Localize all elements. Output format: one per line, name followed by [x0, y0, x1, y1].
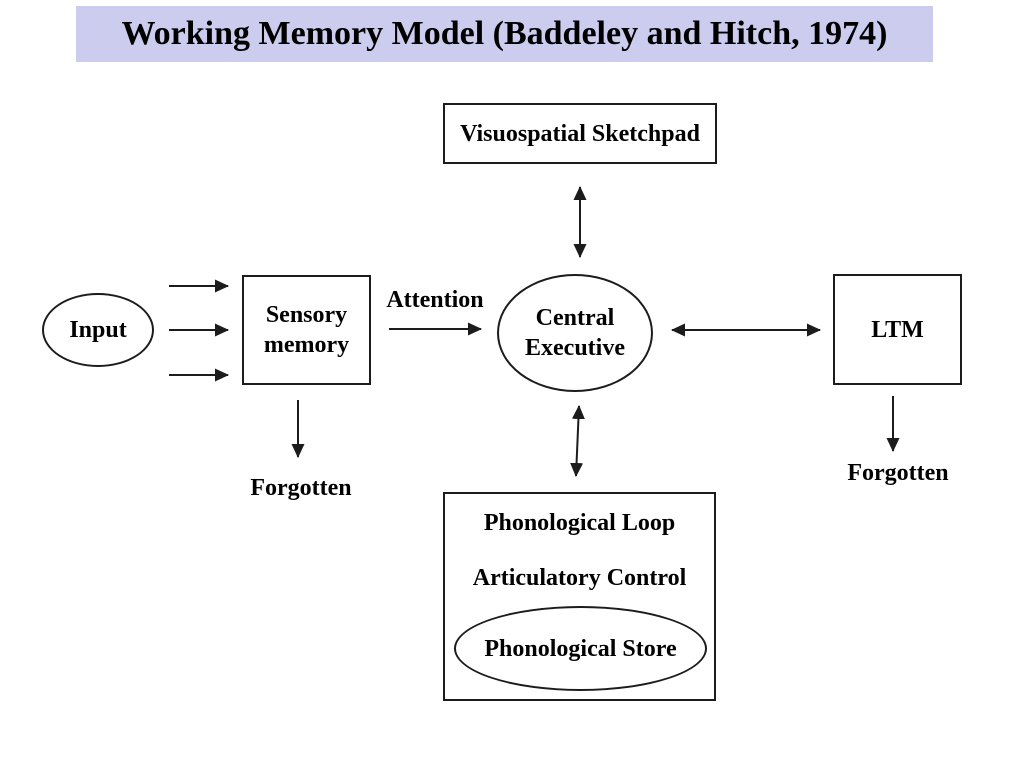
forgotten-label-right: Forgotten	[847, 460, 949, 486]
phonological-store-label: Phonological Store	[484, 635, 677, 662]
phonological-loop-label: Phonological Loop	[483, 510, 676, 536]
node-phonological-loop	[443, 492, 716, 701]
node-sensory-memory	[242, 275, 371, 385]
attention-label: Attention	[386, 287, 484, 313]
node-input	[42, 293, 154, 367]
visuospatial-sketchpad-label: Visuospatial Sketchpad	[460, 120, 700, 147]
slide-title: Working Memory Model (Baddeley and Hitch, 1974)	[121, 15, 888, 52]
articulatory-control-label: Articulatory Control	[472, 565, 687, 591]
node-visuospatial-sketchpad	[443, 103, 717, 164]
node-phonological-store	[454, 606, 707, 691]
forgotten-label-left: Forgotten	[250, 475, 352, 501]
node-ltm	[833, 274, 962, 385]
arrow-central-phonological	[576, 406, 579, 476]
slide-title-bar	[76, 6, 933, 62]
sensory-memory-label: Sensory memory	[263, 302, 350, 358]
ltm-label: LTM	[871, 316, 924, 343]
central-executive-label: Central Executive	[525, 305, 625, 361]
input-label: Input	[69, 317, 127, 343]
node-central-executive	[497, 274, 653, 392]
